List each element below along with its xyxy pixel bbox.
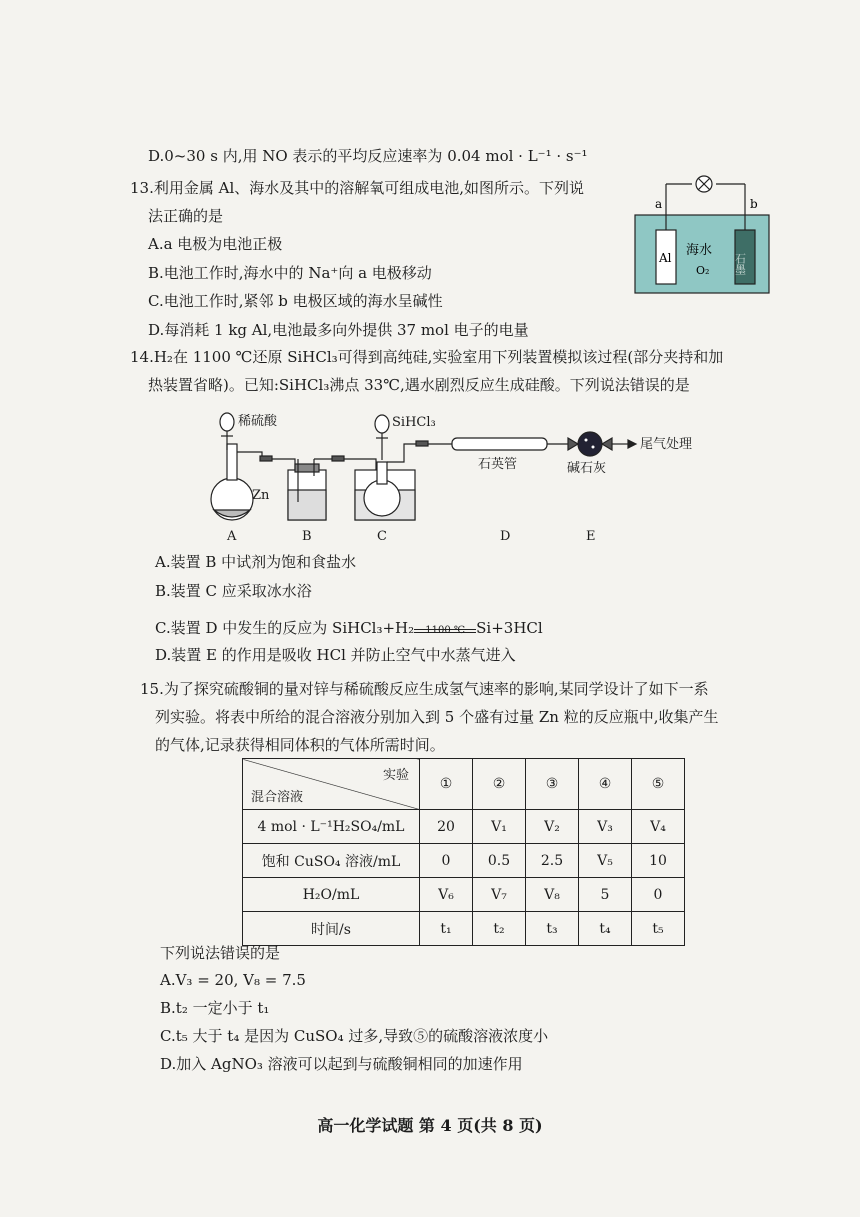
tail-gas-label: 尾气处理 <box>640 437 693 452</box>
col-header: ③ <box>526 759 579 810</box>
q13-option-b: B.电池工作时,海水中的 Na⁺向 a 电极移动 <box>148 264 432 282</box>
al-label: Al <box>659 251 672 265</box>
table-row: H₂O/mL V₆ V₇ V₈ 5 0 <box>243 878 685 912</box>
quartz-tube-d <box>452 438 547 450</box>
q14-option-b: B.装置 C 应采取冰水浴 <box>155 582 312 600</box>
label-E: E <box>586 529 596 544</box>
battery-diagram <box>632 170 772 295</box>
table-row: 饱和 CuSO₄ 溶液/mL 0 0.5 2.5 V₅ 10 <box>243 844 685 878</box>
row-label: 时间/s <box>243 912 420 946</box>
q15-stem-line2: 列实验。将表中所给的混合溶液分别加入到 5 个盛有过量 Zn 粒的反应瓶中,收集产生 <box>155 708 719 726</box>
zn-label: Zn <box>252 488 270 503</box>
table-corner-cell: 实验 混合溶液 <box>243 759 420 810</box>
q15-option-b: B.t₂ 一定小于 t₁ <box>160 999 270 1017</box>
label-C: C <box>377 529 387 544</box>
col-header: ⑤ <box>632 759 685 810</box>
o2-label: O₂ <box>696 264 710 277</box>
reagent-label: SiHCl₃ <box>392 415 436 430</box>
acid-label: 稀硫酸 <box>238 414 278 429</box>
row-label: 4 mol · L⁻¹H₂SO₄/mL <box>243 810 420 844</box>
experiment-table <box>242 758 685 946</box>
graphite-label: 石墨 <box>733 253 747 275</box>
label-D: D <box>500 529 511 544</box>
q14-option-d: D.装置 E 的作用是吸收 HCl 并防止空气中水蒸气进入 <box>155 646 516 664</box>
q13-stem-line1: 13.利用金属 Al、海水及其中的溶解氧可组成电池,如图所示。下列说 <box>130 179 585 197</box>
q12-option-d: D.0~30 s 内,用 NO 表示的平均反应速率为 0.04 mol · L⁻¹ · s⁻¹ <box>148 147 588 165</box>
col-header: ② <box>473 759 526 810</box>
quartz-label: 石英管 <box>478 457 518 472</box>
q13-stem-line2: 法正确的是 <box>148 207 224 225</box>
q14-stem-line2: 热装置省略)。已知:SiHCl₃沸点 33℃,遇水剧烈反应生成硅酸。下列说法错误的是 <box>148 376 690 394</box>
q15-option-a: A.V₃ = 20, V₈ = 7.5 <box>160 971 306 989</box>
col-header: ④ <box>579 759 632 810</box>
q15-option-d: D.加入 AgNO₃ 溶液可以起到与硫酸铜相同的加速作用 <box>160 1055 523 1073</box>
q15-stem-line3: 的气体,记录获得相同体积的气体所需时间。 <box>155 736 445 754</box>
row-label: H₂O/mL <box>243 878 420 912</box>
arrow-icon <box>628 440 636 448</box>
q14-option-c: C.装置 D 中发生的反应为 SiHCl₃+H₂ 1100 ℃ Si+3HCl <box>155 619 543 637</box>
q14-c-reactants: C.装置 D 中发生的反应为 SiHCl₃+H₂ <box>155 619 415 637</box>
soda-lime-label: 碱石灰 <box>567 461 607 476</box>
q13-option-a: A.a 电极为电池正极 <box>148 235 283 253</box>
label-a: a <box>655 197 663 211</box>
q13-option-c: C.电池工作时,紧邻 b 电极区域的海水呈碱性 <box>148 292 443 310</box>
row-label: 饱和 CuSO₄ 溶液/mL <box>243 844 420 878</box>
table-row: 4 mol · L⁻¹H₂SO₄/mL 20 V₁ V₂ V₃ V₄ <box>243 810 685 844</box>
q13-option-d: D.每消耗 1 kg Al,电池最多向外提供 37 mol 电子的电量 <box>148 321 529 339</box>
page-footer: 高一化学试题 第 4 页(共 8 页) <box>317 1116 543 1135</box>
q14-stem-line1: 14.H₂在 1100 ℃还原 SiHCl₃可得到高纯硅,实验室用下列装置模拟该过程(部分夹持和加 <box>130 348 724 366</box>
apparatus-diagram <box>200 402 720 550</box>
q15-stem-line1: 15.为了探究硫酸铜的量对锌与稀硫酸反应生成氢气速率的影响,某同学设计了如下一系 <box>140 680 709 698</box>
q15-prompt: 下列说法错误的是 <box>160 944 281 962</box>
label-b: b <box>750 197 758 211</box>
table-row: 时间/s t₁ t₂ t₃ t₄ t₅ <box>243 912 685 946</box>
label-A: A <box>227 529 237 544</box>
seawater-label: 海水 <box>686 243 713 258</box>
drying-tube-e <box>578 432 602 456</box>
label-B: B <box>302 529 312 544</box>
q14-option-a: A.装置 B 中试剂为饱和食盐水 <box>155 553 357 571</box>
col-header: ① <box>420 759 473 810</box>
q15-option-c: C.t₅ 大于 t₄ 是因为 CuSO₄ 过多,导致⑤的硫酸溶液浓度小 <box>160 1027 549 1045</box>
q14-c-products: Si+3HCl <box>476 619 543 637</box>
